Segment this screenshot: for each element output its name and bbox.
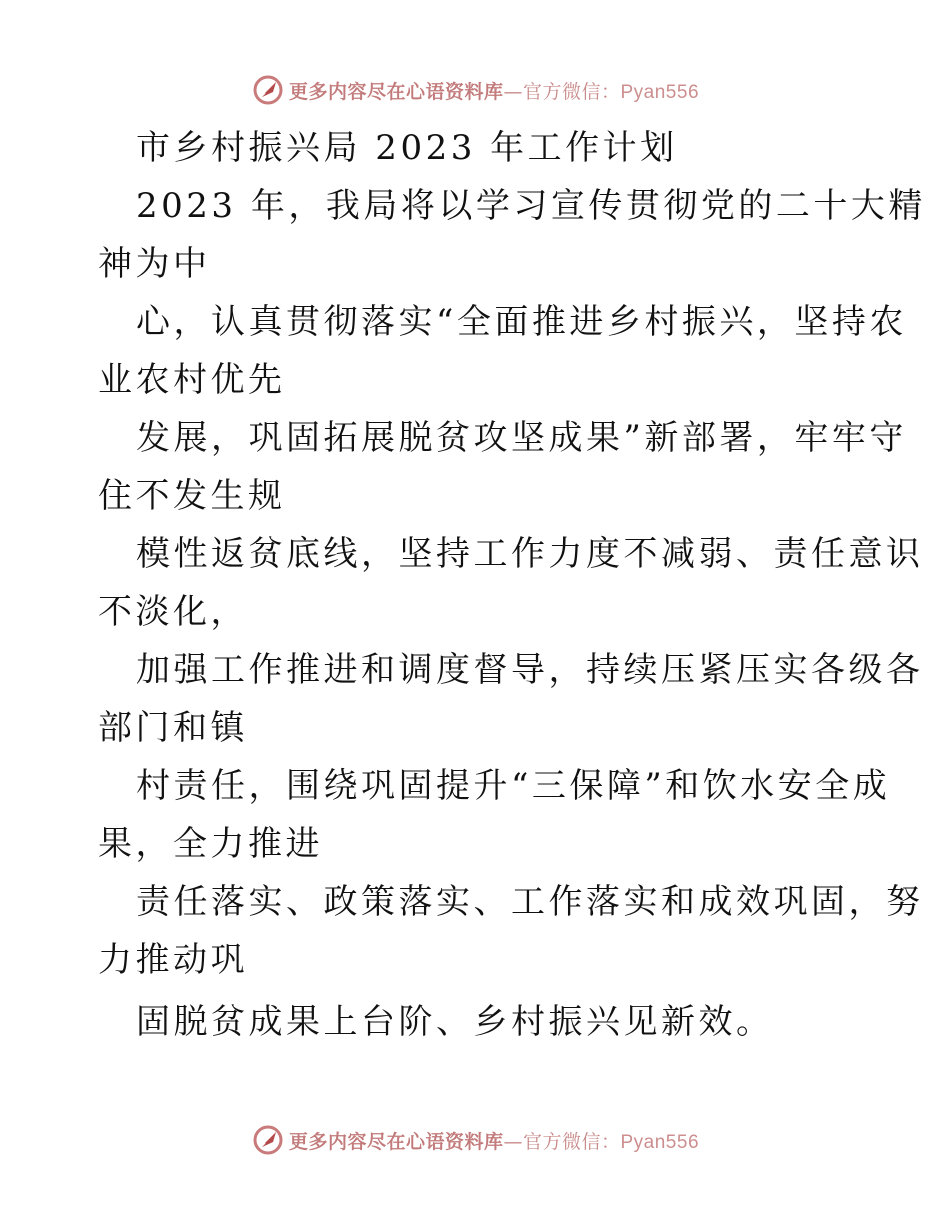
paragraph-line: 责任落实、政策落实、工作落实和成效巩固，努	[136, 882, 924, 922]
paragraph-line: 住不发生规	[98, 476, 286, 516]
banner-wechat-id: Pyan556	[620, 1131, 700, 1153]
banner-wechat-label: 官方微信：	[522, 80, 621, 103]
banner-wechat-label: 官方微信：	[522, 1130, 621, 1153]
paragraph-line: 模性返贫底线，坚持工作力度不减弱、责任意识	[136, 534, 924, 574]
paragraph-line: 部门和镇	[98, 708, 248, 748]
paragraph-line: 加强工作推进和调度督导，持续压紧压实各级各	[136, 650, 924, 690]
banner-promo: 更多内容尽在心语资料库	[288, 1130, 504, 1153]
banner-wechat-id: Pyan556	[620, 81, 700, 103]
paragraph-line: 村责任，围绕巩固提升“三保障”和饮水安全成	[136, 766, 891, 806]
paragraph-line: 固脱贫成果上台阶、乡村振兴见新效。	[136, 1002, 774, 1042]
quill-logo-icon	[251, 1123, 285, 1157]
paragraph-line: 力推动巩	[98, 940, 248, 980]
footer-watermark-banner	[0, 1120, 950, 1160]
banner-dash: —	[503, 1130, 523, 1153]
paragraph-line: 果，全力推进	[98, 824, 323, 864]
document-title: 市乡村振兴局 2023 年工作计划	[136, 128, 678, 168]
banner-text	[289, 1127, 699, 1154]
paragraph-line: 不淡化，	[98, 592, 248, 632]
paragraph-line: 发展，巩固拓展脱贫攻坚成果”新部署，牢牢守	[136, 418, 907, 458]
banner-dash: —	[503, 80, 523, 103]
banner-promo: 更多内容尽在心语资料库	[288, 80, 504, 103]
paragraph-line: 2023 年，我局将以学习宣传贯彻党的二十大精	[136, 186, 926, 226]
paragraph-line: 心，认真贯彻落实“全面推进乡村振兴，坚持农	[136, 302, 907, 342]
paragraph-line: 业农村优先	[98, 360, 286, 400]
paragraph-line: 神为中	[98, 244, 211, 284]
